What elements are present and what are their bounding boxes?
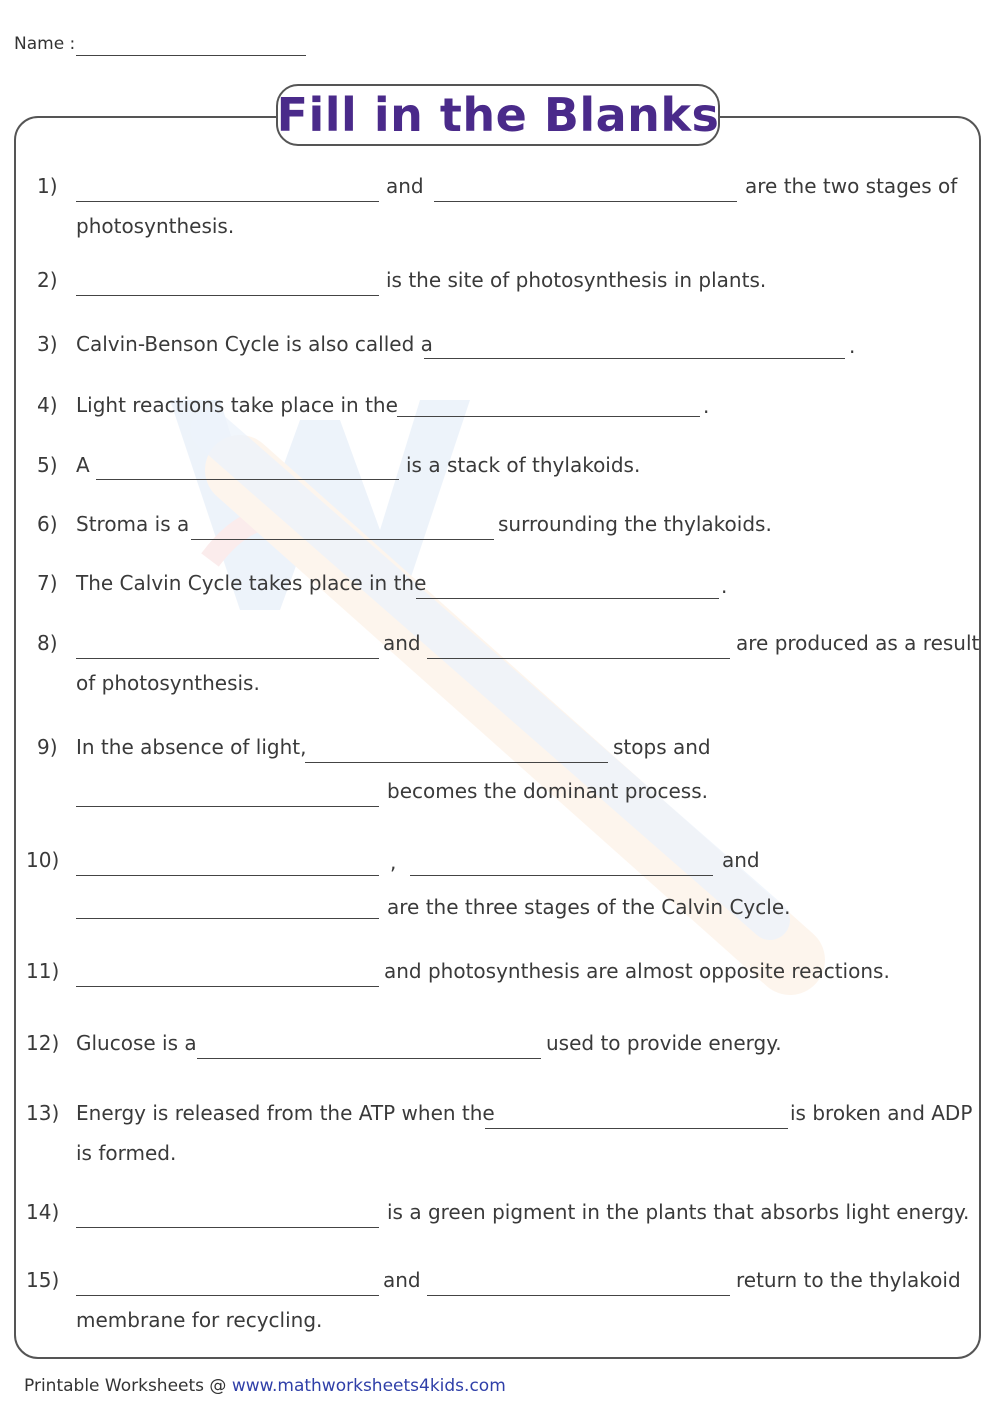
answer-blank[interactable] [424, 358, 845, 359]
question-text: and [386, 174, 424, 198]
answer-blank[interactable] [76, 806, 379, 807]
question-number: 11) [26, 959, 60, 983]
question-number: 1) [37, 174, 58, 198]
question-number: 7) [37, 571, 58, 595]
footer-prefix: Printable Worksheets @ [24, 1376, 232, 1396]
question-text: Light reactions take place in the [76, 393, 398, 417]
answer-blank[interactable] [76, 986, 379, 987]
title-box [276, 84, 720, 146]
question-text: is the site of photosynthesis in plants. [386, 268, 767, 292]
question-number: 14) [26, 1200, 60, 1224]
question-text: In the absence of light, [76, 735, 307, 759]
question-text: Stroma is a [76, 512, 190, 536]
question-number: 10) [26, 848, 60, 872]
question-text: used to provide energy. [546, 1031, 782, 1055]
answer-blank[interactable] [76, 295, 379, 296]
question-text: photosynthesis. [76, 214, 235, 238]
question-text: . [703, 394, 710, 418]
question-number: 6) [37, 512, 58, 536]
question-number: 13) [26, 1101, 60, 1125]
question-text: membrane for recycling. [76, 1308, 323, 1332]
question-text: are produced as a result [736, 631, 980, 655]
question-text: . [849, 334, 856, 358]
answer-blank[interactable] [434, 201, 737, 202]
question-number: 12) [26, 1031, 60, 1055]
question-text: and [383, 631, 421, 655]
question-text: are the three stages of the Calvin Cycle. [387, 895, 791, 919]
question-text: of photosynthesis. [76, 671, 260, 695]
question-text: Energy is released from the ATP when the [76, 1101, 495, 1125]
page-title: Fill in the Blanks [276, 88, 720, 142]
answer-blank[interactable] [427, 1295, 730, 1296]
question-number: 15) [26, 1268, 60, 1292]
name-blank[interactable] [76, 55, 306, 56]
question-text: , [390, 850, 397, 874]
footer [24, 1376, 506, 1396]
question-text: The Calvin Cycle takes place in the [76, 571, 427, 595]
question-number: 5) [37, 453, 58, 477]
answer-blank[interactable] [76, 918, 379, 919]
question-text: return to the thylakoid [736, 1268, 961, 1292]
question-number: 2) [37, 268, 58, 292]
question-number: 8) [37, 631, 58, 655]
answer-blank[interactable] [485, 1128, 788, 1129]
question-text: Glucose is a [76, 1031, 197, 1055]
question-text: becomes the dominant process. [387, 779, 708, 803]
question-text: and [383, 1268, 421, 1292]
answer-blank[interactable] [191, 539, 494, 540]
answer-blank[interactable] [76, 201, 379, 202]
answer-blank[interactable] [305, 762, 608, 763]
question-text: is formed. [76, 1141, 177, 1165]
question-text: surrounding the thylakoids. [498, 512, 772, 536]
answer-blank[interactable] [410, 875, 713, 876]
question-text: is a green pigment in the plants that absorbs light energy. [387, 1200, 970, 1224]
answer-blank[interactable] [76, 1227, 379, 1228]
question-number: 3) [37, 332, 58, 356]
answer-blank[interactable] [427, 658, 730, 659]
question-text: Calvin-Benson Cycle is also called a [76, 332, 433, 356]
answer-blank[interactable] [76, 875, 379, 876]
question-text: and [722, 848, 760, 872]
question-text: is broken and ADP [790, 1101, 973, 1125]
question-text: stops and [613, 735, 711, 759]
question-text: are the two stages of [745, 174, 958, 198]
answer-blank[interactable] [197, 1058, 541, 1059]
question-text: and photosynthesis are almost opposite reactions. [384, 959, 890, 983]
question-text: A [76, 453, 90, 477]
answer-blank[interactable] [397, 416, 700, 417]
question-number: 9) [37, 735, 58, 759]
answer-blank[interactable] [416, 598, 719, 599]
question-number: 4) [37, 393, 58, 417]
answer-blank[interactable] [76, 1295, 379, 1296]
footer-link[interactable]: www.mathworksheets4kids.com [231, 1376, 506, 1396]
answer-blank[interactable] [96, 479, 399, 480]
name-label: Name : [14, 34, 76, 54]
answer-blank[interactable] [76, 658, 379, 659]
question-text: . [721, 574, 728, 598]
question-text: is a stack of thylakoids. [406, 453, 641, 477]
